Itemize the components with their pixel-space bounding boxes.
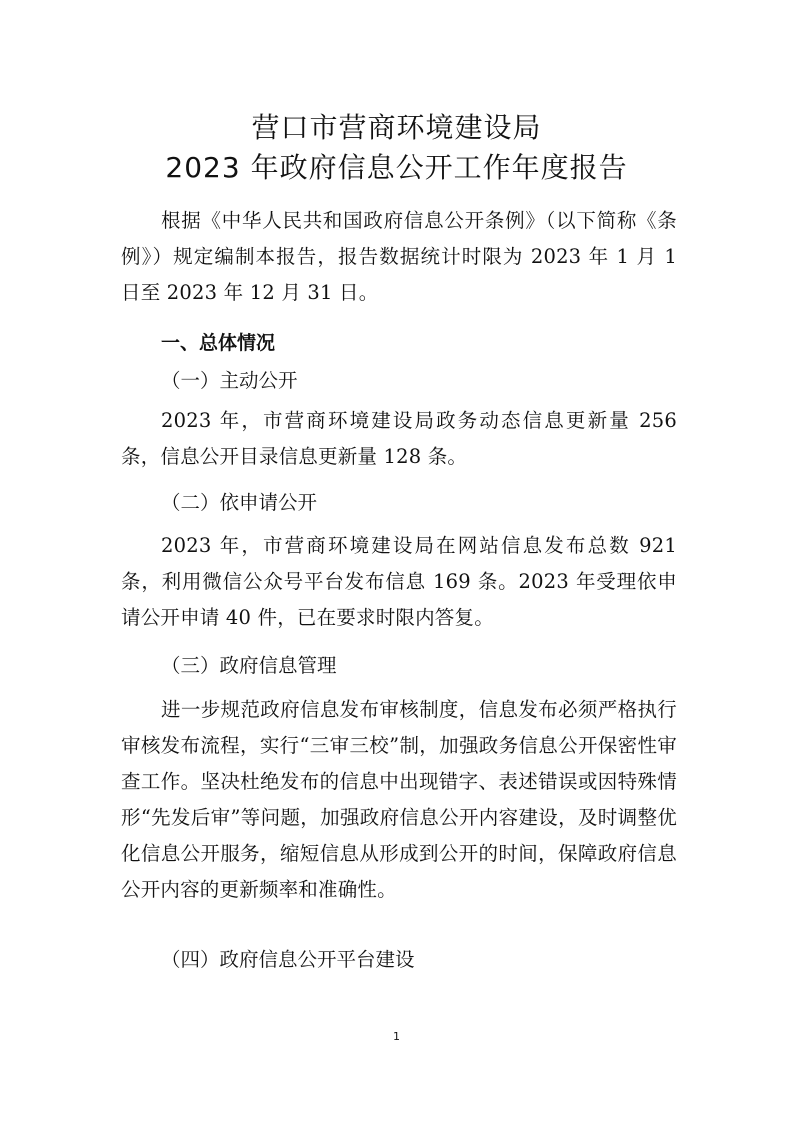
sub3-paragraph: 进一步规范政府信息发布审核制度，信息发布必须严格执行审核发布流程，实行“三审三校”制，加强政务信息公开保密性审查工作。坚决杜绝发布的信息中出现错字、表述错误或因特殊情形“先发后审”等问题，加强政府信息公开内容建设，及时调整优化信息公开服务，缩短信息从形成到公开的时间，保障政府信息公开内容的更新频率和准确性。 bbox=[121, 698, 677, 901]
report-title-line1: 营口市营商环境建设局 bbox=[251, 111, 542, 144]
sub2-heading: （二）依申请公开 bbox=[161, 491, 318, 514]
sub3-heading: （三）政府信息管理 bbox=[161, 654, 337, 677]
sub2-paragraph: 2023 年，市营商环境建设局在网站信息发布总数 921 条，利用微信公众号平台发布信息 169 条。2023 年受理依申请公开申请 40 件，已在要求时限内答复。 bbox=[121, 534, 677, 629]
sub4-heading: （四）政府信息公开平台建设 bbox=[161, 948, 415, 971]
page-number: 1 bbox=[393, 1030, 400, 1043]
section1-heading: 一、总体情况 bbox=[161, 332, 276, 354]
report-title-line2: 2023 年政府信息公开工作年度报告 bbox=[165, 151, 628, 184]
sub1-heading: （一）主动公开 bbox=[161, 369, 298, 392]
intro-paragraph: 根据《中华人民共和国政府信息公开条例》（以下简称《条例》）规定编制本报告，报告数据统计时限为 2023 年 1 月 1 日至 2023 年 12 月 31 日。 bbox=[121, 209, 677, 304]
sub1-paragraph: 2023 年，市营商环境建设局政务动态信息更新量 256 条，信息公开目录信息更新量 128 条。 bbox=[121, 409, 677, 468]
